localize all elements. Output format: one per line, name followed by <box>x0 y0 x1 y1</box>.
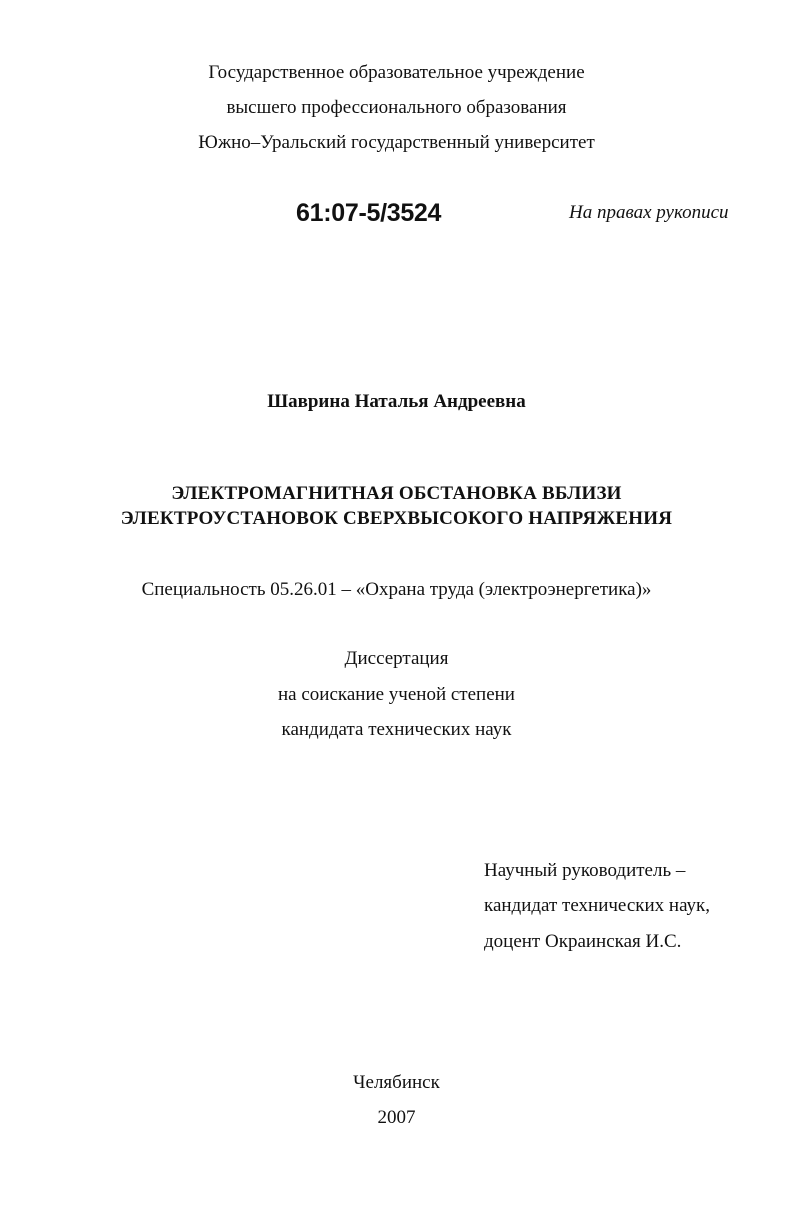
city: Челябинск <box>353 1072 440 1093</box>
institution-line-3: Южно–Уральский государственный университет <box>198 132 595 153</box>
title-line-1: ЭЛЕКТРОМАГНИТНАЯ ОБСТАНОВКА ВБЛИЗИ <box>171 483 622 504</box>
supervisor-line-3: доцент Окраинская И.С. <box>484 931 682 952</box>
archive-code: 61:07-5/3524 <box>296 199 442 227</box>
specialty: Специальность 05.26.01 – «Охрана труда (электроэнергетика)» <box>141 579 652 600</box>
supervisor-line-1: Научный руководитель – <box>484 860 686 881</box>
author-name: Шаврина Наталья Андреевна <box>267 391 526 412</box>
degree-line-3: кандидата технических наук <box>281 719 512 740</box>
degree-line-2: на соискание ученой степени <box>278 684 515 705</box>
degree-line-1: Диссертация <box>344 648 449 669</box>
supervisor-line-2: кандидат технических наук, <box>484 895 711 916</box>
institution-line-1: Государственное образовательное учреждение <box>208 62 585 83</box>
title-line-2: ЭЛЕКТРОУСТАНОВОК СВЕРХВЫСОКОГО НАПРЯЖЕНИЯ <box>120 508 673 529</box>
rights-note: На правах рукописи <box>569 202 729 223</box>
institution-line-2: высшего профессионального образования <box>226 97 567 118</box>
year: 2007 <box>377 1107 416 1128</box>
